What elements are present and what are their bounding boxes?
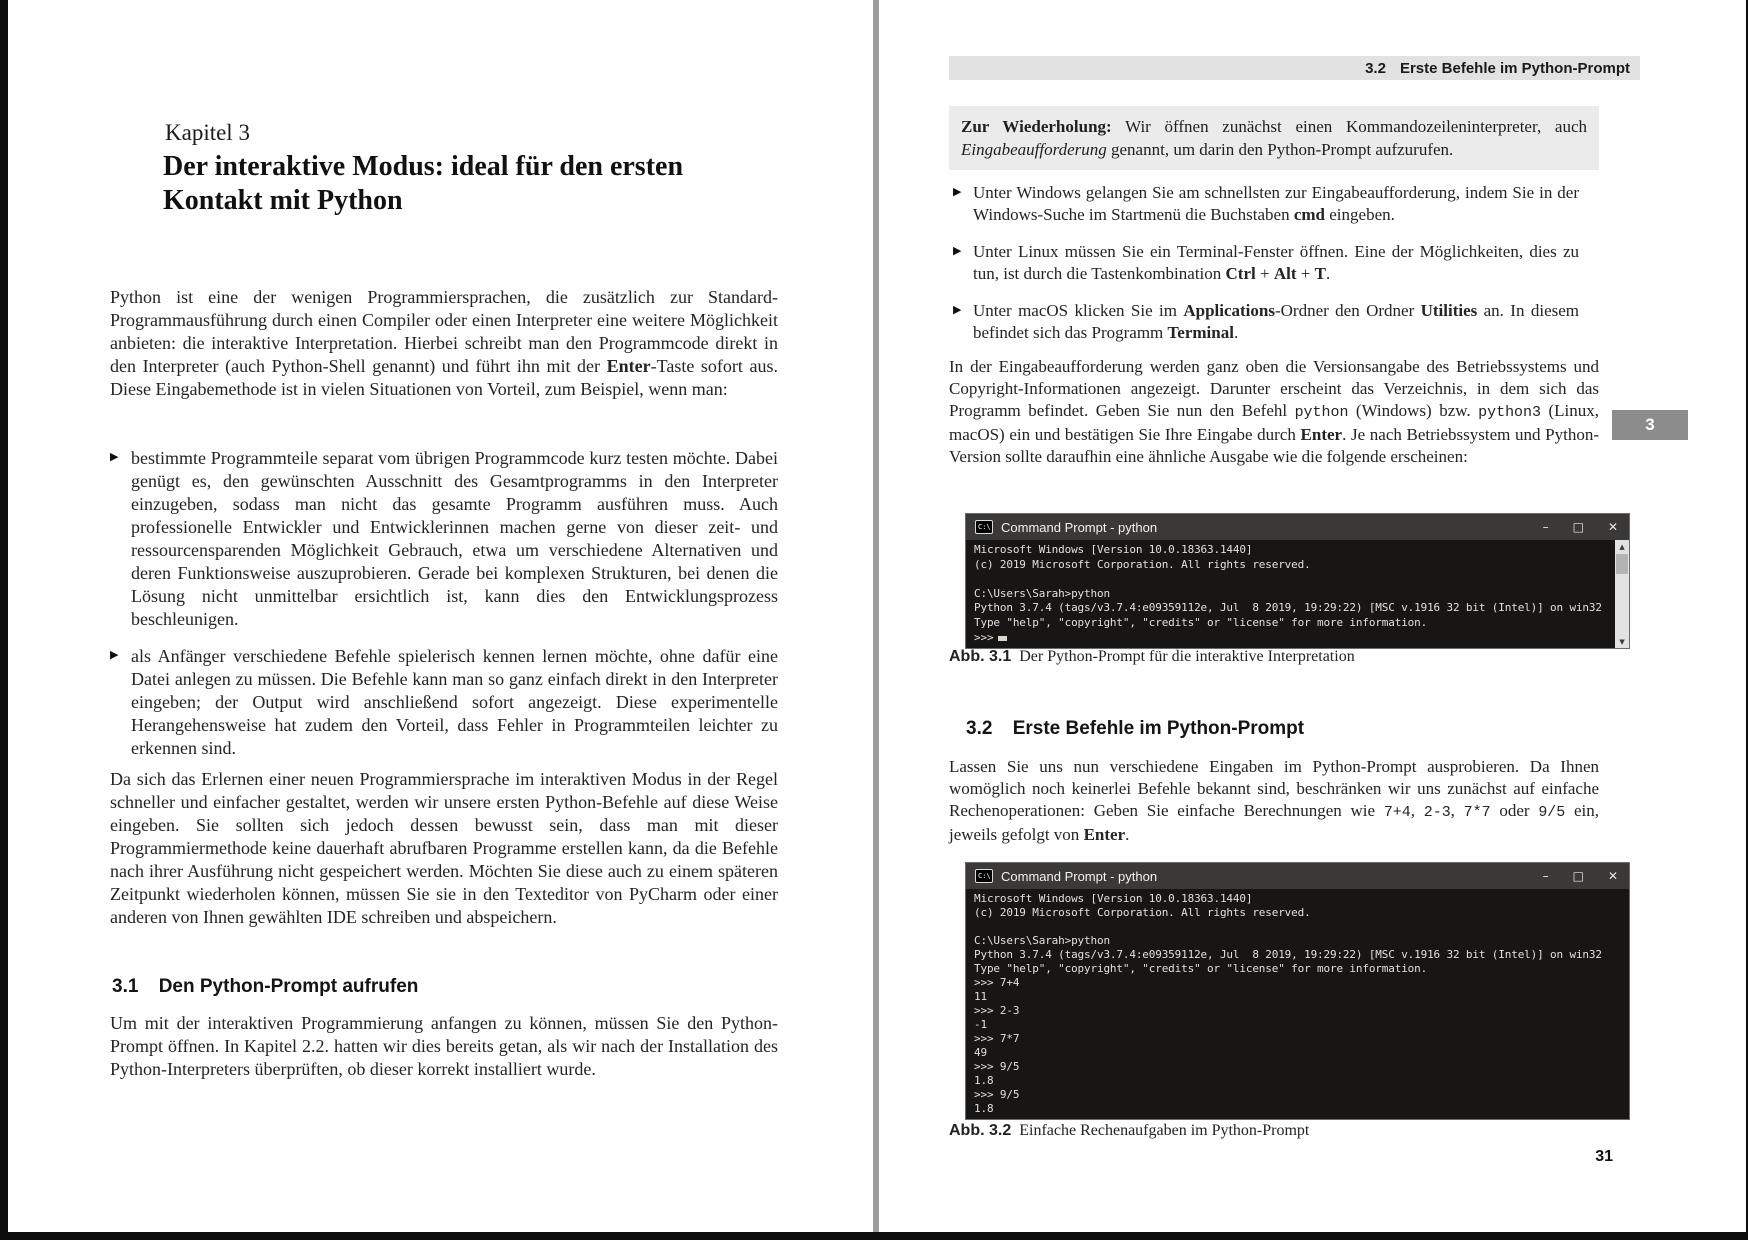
page-left xyxy=(8,0,873,1232)
section-heading-3-1 xyxy=(112,976,418,998)
section-heading-3-2 xyxy=(966,718,1304,740)
chapter-kicker: Kapitel 3 xyxy=(165,120,250,145)
intro-paragraph: Python ist eine der wenigen Programmiersprachen, die zusätzlich zur Standard-Programmausführung durch einen Compiler oder einen Interpreter eine weitere Möglichkeit anbieten: die interaktive Interpretation. Hierbei schreibt man den Programmcode direkt in den Interpreter (auch Python-Shell genannt) und führt ihn mit der Enter-Taste sofort aus. Diese Eingabemethode ist in vielen Situationen von Vorteil, zum Beispiel, wenn man: xyxy=(110,287,778,399)
bullet-item xyxy=(110,447,778,631)
bullet-text: Unter macOS klicken Sie im Applications-Ordner den Ordner Utilities an. In diesem befindet sich das Programm Terminal. xyxy=(973,301,1579,342)
chapter-title: Der interaktive Modus: ideal für den ersten Kontakt mit Python xyxy=(163,151,684,216)
recap-note-box: Zur Wiederholung: Wir öffnen zunächst einen Kommandozeileninterpreter, auch Eingabeaufforderung genannt, um darin den Python-Prompt aufzurufen. xyxy=(949,106,1599,170)
section-title: Erste Befehle im Python-Prompt xyxy=(1012,718,1305,739)
page-right xyxy=(879,0,1746,1232)
figure-caption: Abb. 3.2 Einfache Rechenaufgaben im Python-Prompt xyxy=(949,1122,1310,1139)
figure-caption: Abb. 3.1 Der Python-Prompt für die interaktive Interpretation xyxy=(949,648,1355,665)
section-number: 3.1 xyxy=(112,976,139,997)
close-icon: ✕ xyxy=(1607,869,1618,883)
page-number: 31 xyxy=(1595,1148,1613,1165)
running-header-title: Erste Befehle im Python-Prompt xyxy=(1399,59,1630,77)
scroll-down-icon: ▼ xyxy=(1619,637,1625,646)
bullet-item xyxy=(953,241,1579,285)
terminal-cursor xyxy=(998,636,1007,641)
section-number: 3.2 xyxy=(966,718,993,739)
bullet-triangle-icon: ▶ xyxy=(110,450,119,463)
command-prompt-window xyxy=(965,862,1630,1120)
body-paragraph: In der Eingabeaufforderung werden ganz oben die Versionsangabe des Betriebssystems und Copyright-Informationen angezeigt. Darunter erscheint das Verzeichnis, in dem sich das Programm befindet. Geben Sie nun den Befehl python (Windows) bzw. python3 (Linux, macOS) ein und bestätigen Sie Ihre Eingabe durch Enter. Je nach Betriebssystem und Python-Version sollte daraufhin eine ähnliche Ausgabe wie die folgende erscheinen: xyxy=(949,357,1599,466)
terminal-titlebar xyxy=(966,514,1629,540)
minimize-icon: – xyxy=(1542,520,1549,534)
chapter-tab: 3 xyxy=(1612,410,1688,440)
terminal-title: Command Prompt - python xyxy=(1001,519,1158,535)
terminal-title: Command Prompt - python xyxy=(1001,868,1158,884)
bullet-triangle-icon: ▶ xyxy=(953,303,962,316)
bullet-item xyxy=(953,300,1579,344)
bullet-text: Unter Windows gelangen Sie am schnellsten zur Eingabeaufforderung, indem Sie in der Windows-Suche im Startmenü die Buchstaben cmd eingeben. xyxy=(973,183,1579,224)
scrollbar-thumb xyxy=(1616,554,1628,574)
maximize-icon: □ xyxy=(1572,869,1584,883)
command-prompt-icon: C:\ xyxy=(975,520,993,534)
section-title: Den Python-Prompt aufrufen xyxy=(158,976,419,997)
bullet-triangle-icon: ▶ xyxy=(110,648,119,661)
body-paragraph: Da sich das Erlernen einer neuen Programmiersprache im interaktiven Modus in der Regel schneller und einfacher gestaltet, werden wir unsere ersten Python-Befehle auf diese Weise eingeben. Sie sollten sich jedoch dessen bewusst sein, dass man mit dieser Programmiermethode keine dauerhaft abrufbaren Programme erstellen kann, da die Befehle nach ihrer Ausführung nicht gespeichert werden. Möchten Sie diese auch zu einem späteren Zeitpunkt wiederholen können, müssen Sie sie in den Texteditor von PyCharm oder einer anderen von Ihnen gewählten IDE schreiben und abspeichern. xyxy=(110,769,778,927)
minimize-icon: – xyxy=(1542,869,1549,883)
maximize-icon: □ xyxy=(1572,520,1584,534)
terminal-lines: Microsoft Windows [Version 10.0.18363.1440] (c) 2019 Microsoft Corporation. All rights reserved. C:\Users\Sarah>python Python 3.7.4 (tags/v3.7.4:e09359112e, Jul 8 2019, 19:29:22) [MSC v.1916 32 bit (Intel)] on win32 Type "help", "copyright", "credits" or "license" for more information. >>> 7+4 11 >>> 2-3 -1 >>> 7*7 49 >>> 9/5 1.8 >>> 9/5 1.8 xyxy=(974,892,1602,1115)
bullet-triangle-icon: ▶ xyxy=(953,185,962,198)
bullet-item xyxy=(953,182,1579,226)
running-header-number: 3.2 xyxy=(1365,59,1386,77)
running-header xyxy=(949,56,1640,80)
bullet-triangle-icon: ▶ xyxy=(953,244,962,257)
command-prompt-window xyxy=(965,513,1630,649)
bullet-text: bestimmte Programmteile separat vom übrigen Programmcode kurz testen möchte. Dabei genügt es, den gewünschten Ausschnitt des Gesamtprogramms in den Interpreter einzugeben, sodass man nicht das gesamte Programm ausführen muss. Auch professionelle Entwickler und Entwicklerinnen machen gerne von dieser zeit- und ressourcensparenden Möglichkeit Gebrauch, etwa um verschiedene Alternativen und deren Funktionsweise auszuprobieren. Gerade bei komplexen Strukturen, bei denen die Lösung nicht unmittelbar ersichtlich ist, kann dies den Entwicklungsprozess beschleunigen. xyxy=(131,448,778,629)
bullet-text: als Anfänger verschiedene Befehle spielerisch kennen lernen möchte, ohne dafür eine Datei anlegen zu müssen. Die Befehle kann man so ganz einfach direkt in den Interpreter eingeben; der Output wird anschließend sofort angezeigt. Diese experimentelle Herangehensweise hat zudem den Vorteil, dass Fehler in Programmteilen leichter zu erkennen sind. xyxy=(131,646,778,758)
terminal-prompt-line: >>> xyxy=(974,631,1607,646)
terminal-output xyxy=(966,889,1629,1119)
body-paragraph: Um mit der interaktiven Programmierung anfangen zu können, müssen Sie den Python-Prompt öffnen. In Kapitel 2.2. hatten wir dies bereits getan, als wir nach der Installation des Python-Interpreters überprüften, ob dieser korrekt installiert wurde. xyxy=(110,1013,778,1079)
close-icon: ✕ xyxy=(1607,520,1618,534)
terminal-titlebar xyxy=(966,863,1629,889)
bullet-text: Unter Linux müssen Sie ein Terminal-Fenster öffnen. Eine der Möglichkeiten, dies zu tun, ist durch die Tastenkombination Ctrl + Alt + T. xyxy=(973,242,1579,283)
terminal-output xyxy=(966,540,1629,648)
scroll-up-icon: ▲ xyxy=(1619,542,1625,551)
body-paragraph: Lassen Sie uns nun verschiedene Eingaben im Python-Prompt ausprobieren. Da Ihnen womöglich noch keinerlei Befehle bekannt sind, beschränken wir uns zunächst auf einfache Rechenoperationen: Geben Sie einfache Berechnungen wie 7+4, 2-3, 7*7 oder 9/5 ein, jeweils gefolgt von Enter. xyxy=(949,757,1600,844)
command-prompt-icon: C:\ xyxy=(975,869,993,883)
bullet-item xyxy=(110,645,778,760)
terminal-lines: Microsoft Windows [Version 10.0.18363.1440] (c) 2019 Microsoft Corporation. All rights reserved. C:\Users\Sarah>python Python 3.7.4 (tags/v3.7.4:e09359112e, Jul 8 2019, 19:29:22) [MSC v.1916 32 bit (Intel)] on win32 Type "help", "copyright", "credits" or "license" for more information. xyxy=(974,543,1602,629)
scrollbar xyxy=(1615,540,1629,648)
